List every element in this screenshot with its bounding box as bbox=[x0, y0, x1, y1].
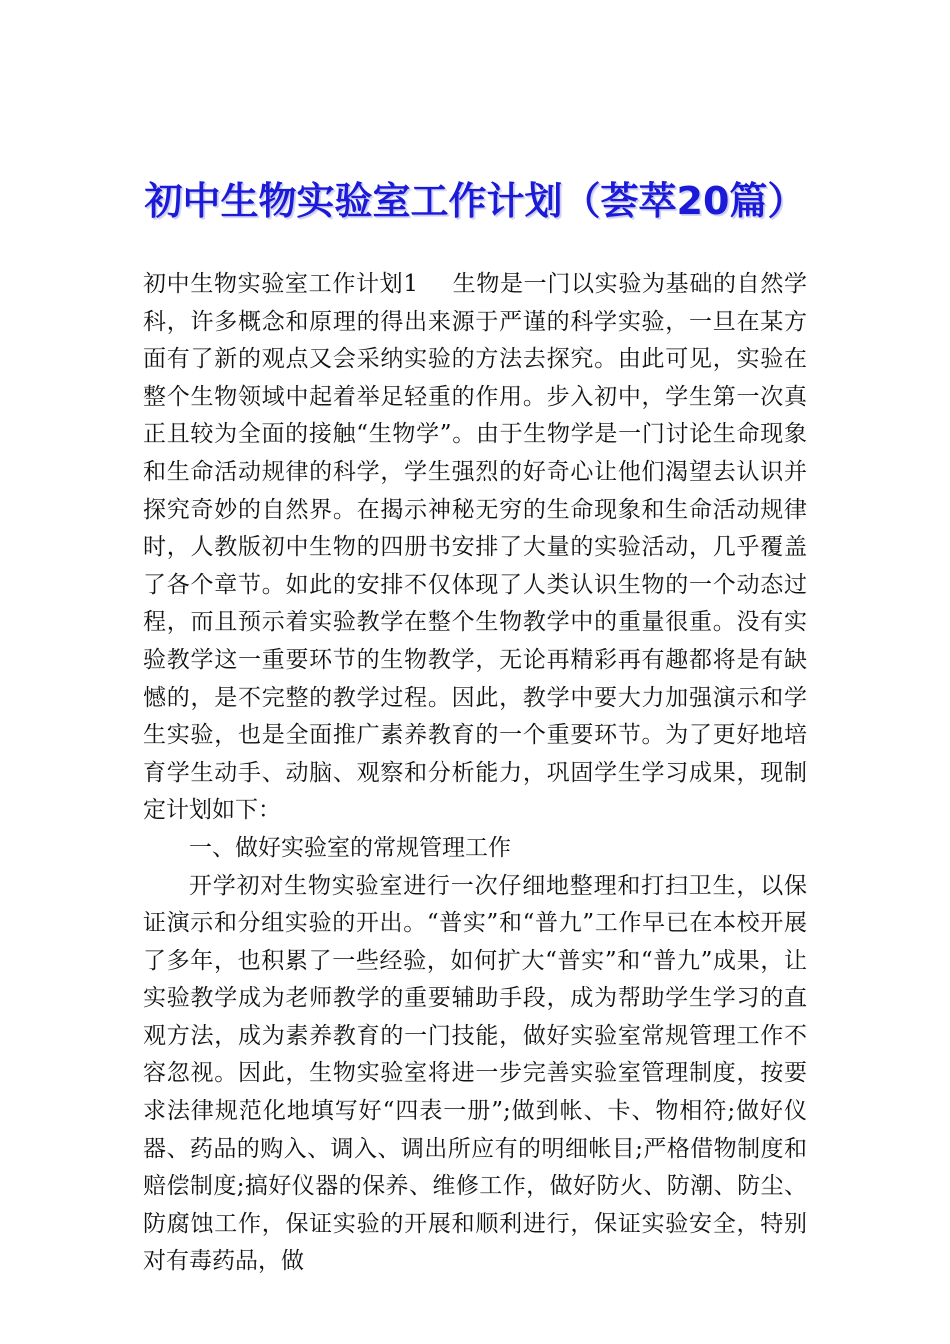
document-body bbox=[143, 266, 807, 1281]
section-heading: 一、做好实验室的常规管理工作 bbox=[189, 834, 511, 861]
document-title: 初中生物实验室工作计划（荟萃20篇） bbox=[144, 179, 806, 223]
plan-label: 初中生物实验室工作计划1 bbox=[143, 271, 418, 297]
paragraph-lab-management: 开学初对生物实验室进行一次仔细地整理和打扫卫生，以保证演示和分组实验的开出。“普实”和“普九”工作早已在本校开展了多年，也积累了一些经验，如何扩大“普实”和“普九”成果，让实验教学成为老师教学的重要辅助手段，成为帮助学生学习的直观方法，成为素养教育的一门技能，做好实验室常规管理工作不容忽视。因此，生物实验室将进一步完善实验室管理制度，按要求法律规范化地填写好“四表一册”;做到帐、卡、物相符;做好仪器、药品的购入、调入、调出所应有的明细帐目;严格借物制度和赔偿制度;搞好仪器的保养、维修工作，做好防火、防潮、防尘、防腐蚀工作，保证实验的开展和顺利进行，保证实验安全，特别对有毒药品，做 bbox=[143, 872, 807, 1275]
paragraph-text: 生物是一门以实验为基础的自然学科，许多概念和原理的得出来源于严谨的科学实验，一旦在某方面有了新的观点又会采纳实验的方法去探究。由此可见，实验在整个生物领域中起着举足轻重的作用。步入初中，学生第一次真正且较为全面的接触“生物学”。由于生物学是一门讨论生命现象和生命活动规律的科学，学生强烈的好奇心让他们渴望去认识并探究奇妙的自然界。在揭示神秘无穷的生命现象和生命活动规律时，人教版初中生物的四册书安排了大量的实验活动，几乎覆盖了各个章节。如此的安排不仅体现了人类认识生物的一个动态过程，而且预示着实验教学在整个生物教学中的重量很重。没有实验教学这一重要环节的生物教学，无论再精彩再有趣都将是有缺憾的，是不完整的教学过程。因此，教学中要大力加强演示和学生实验，也是全面推广素养教育的一个重要环节。为了更好地培育学生动手、动脑、观察和分析能力，巩固学生学习成果，现制定计划如下： bbox=[143, 271, 807, 824]
paragraph-intro bbox=[143, 266, 807, 830]
